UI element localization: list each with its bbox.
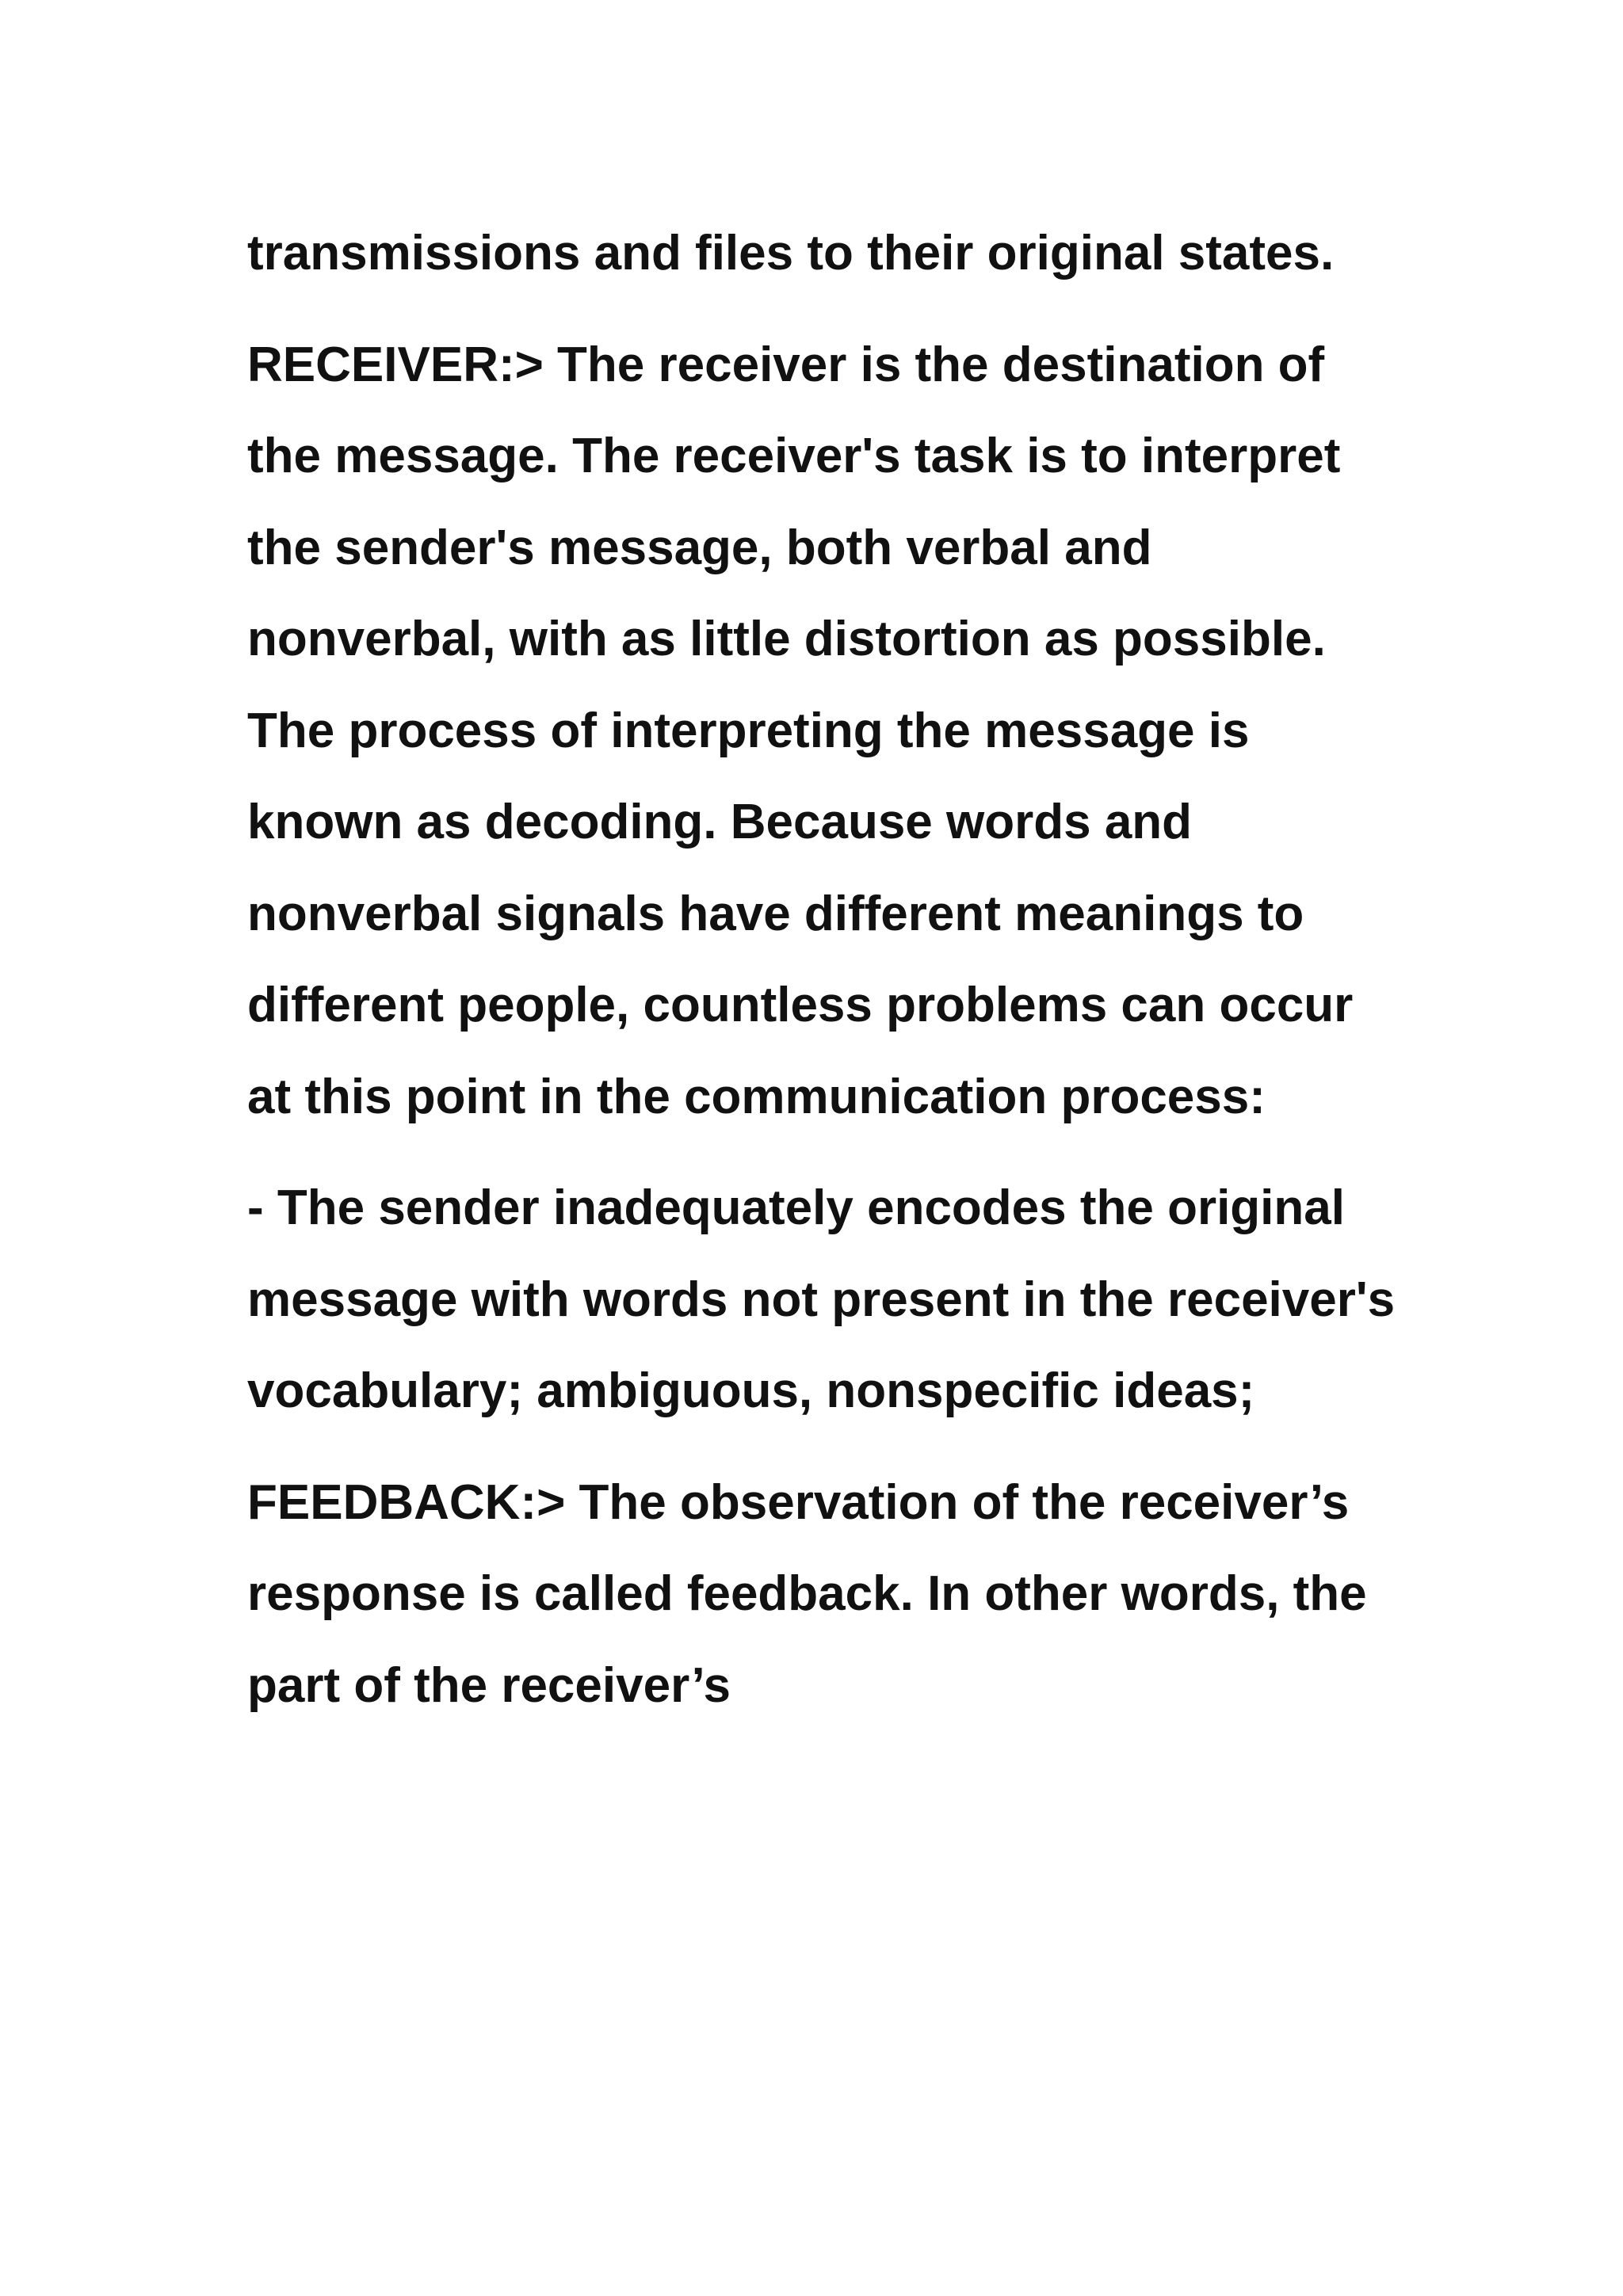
- paragraph-transmissions: transmissions and files to their original states.: [247, 226, 1335, 280]
- paragraph-sender-encoding: - The sender inadequately encodes the original message with words not present in the receiver's vocabulary; ambiguous, nonspecific ideas;: [247, 1180, 1396, 1418]
- document-body: [247, 208, 1404, 1751]
- paragraph-receiver: RECEIVER:> The receiver is the destination of the message. The receiver's task is to interpret the sender's message, both verbal and nonverbal, with as little distortion as possible. The process of interpreting the message is known as decoding. Because words and nonverbal signals have different meanings to different people, countless problems can occur at this point in the communication process:: [247, 337, 1354, 1124]
- paragraph-feedback: FEEDBACK:> The observation of the receiver’s response is called feedback. In other words, the part of the receiver’s: [247, 1474, 1367, 1713]
